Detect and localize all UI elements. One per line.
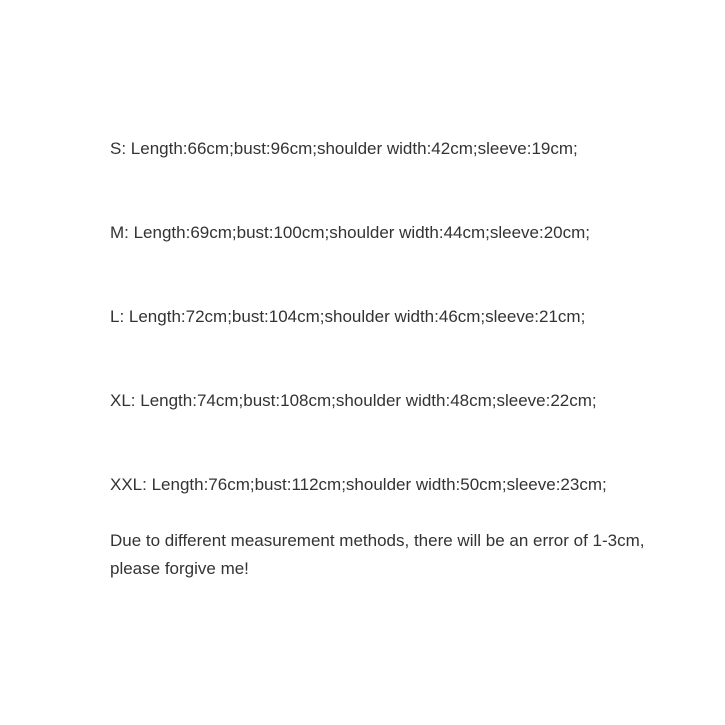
size-s-line: S: Length:66cm;bust:96cm;shoulder width:42cm;sleeve:19cm; [110, 139, 578, 158]
size-xl-line: XL: Length:74cm;bust:108cm;shoulder width:48cm;sleeve:22cm; [110, 391, 597, 410]
measurement-note: Due to different measurement methods, there will be an error of 1-3cm, please forgive me! [110, 531, 645, 578]
size-l-line: L: Length:72cm;bust:104cm;shoulder width:46cm;sleeve:21cm; [110, 307, 586, 326]
size-xxl-line: XXL: Length:76cm;bust:112cm;shoulder width:50cm;sleeve:23cm; [110, 475, 607, 494]
size-m-line: M: Length:69cm;bust:100cm;shoulder width:44cm;sleeve:20cm; [110, 223, 591, 242]
